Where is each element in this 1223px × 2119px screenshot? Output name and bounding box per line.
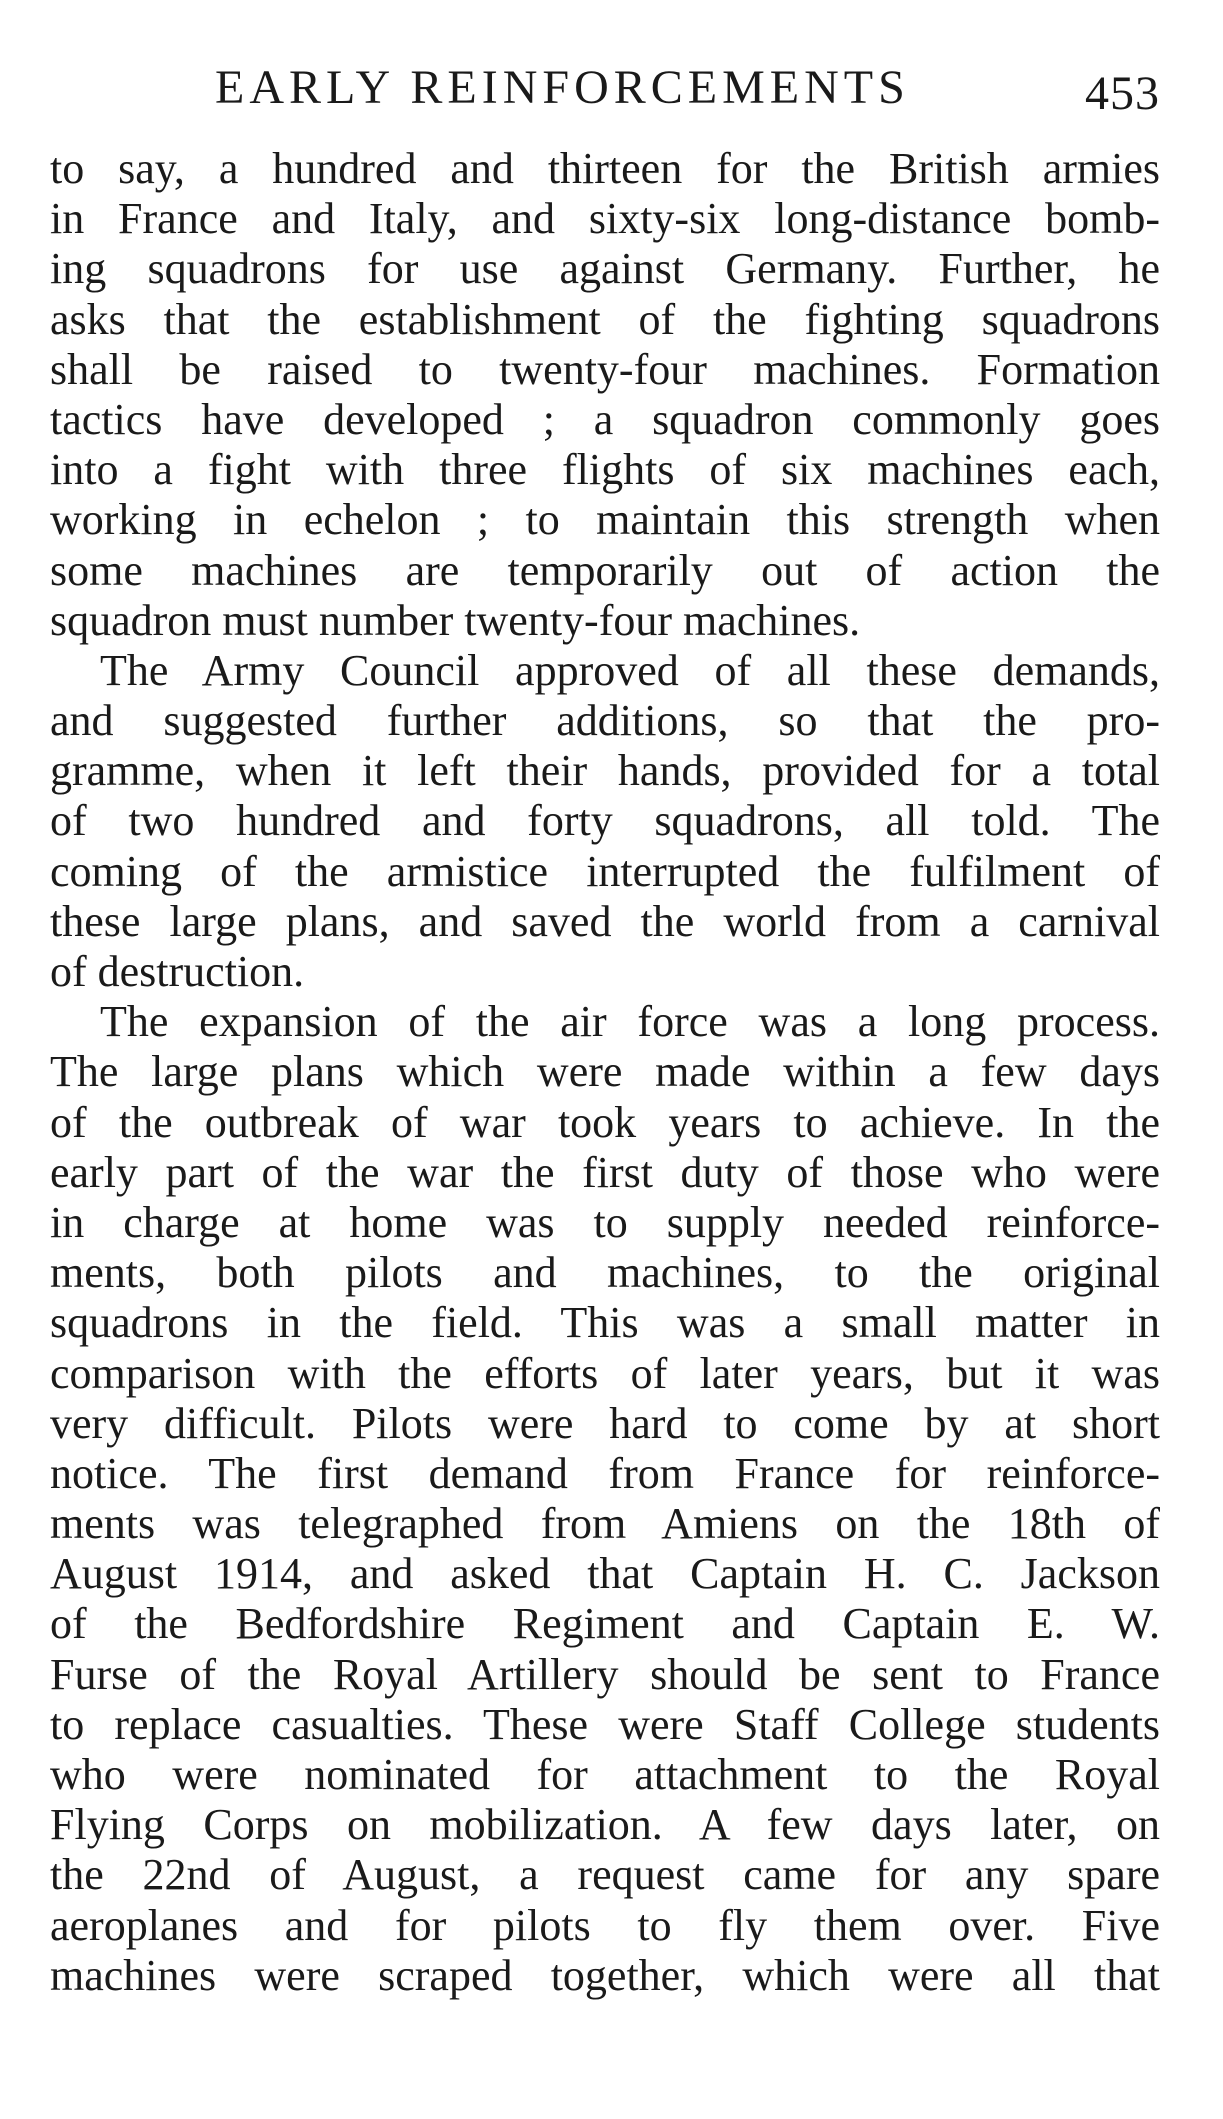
text-line: of the outbreak of war took years to achieve. In the	[50, 1097, 1160, 1147]
text-line: squadrons in the field. This was a small matter in	[50, 1298, 1160, 1348]
running-title: EARLY REINFORCEMENTS	[215, 61, 910, 114]
text-line: coming of the armistice interrupted the fulfilment of	[50, 846, 1160, 896]
text-line: Furse of the Royal Artillery should be sent to France	[50, 1649, 1160, 1699]
text-line: and suggested further additions, so that the pro-	[50, 696, 1160, 746]
text-line: in charge at home was to supply needed reinforce-	[50, 1197, 1160, 1247]
text-line: asks that the establishment of the fighting squadrons	[50, 294, 1160, 344]
text-line: ments, both pilots and machines, to the original	[50, 1248, 1160, 1298]
text-line: machines were scraped together, which were all that	[50, 1950, 1160, 2000]
text-line: August 1914, and asked that Captain H. C. Jackson	[50, 1549, 1160, 1599]
text-line: who were nominated for attachment to the Royal	[50, 1750, 1160, 1799]
text-line: The large plans which were made within a few days	[50, 1047, 1160, 1097]
text-line: gramme, when it left their hands, provided for a total	[50, 746, 1160, 796]
text-line: shall be raised to twenty-four machines. Formation	[50, 344, 1160, 394]
text-line: of the Bedfordshire Regiment and Captain E. W.	[50, 1599, 1160, 1649]
text-line: working in echelon ; to maintain this strength when	[50, 495, 1160, 545]
text-line: Flying Corps on mobilization. A few days later, on	[50, 1800, 1160, 1850]
text-line: very difficult. Pilots were hard to come by at short	[50, 1398, 1160, 1448]
running-head	[50, 58, 1160, 118]
text-line: tactics have developed ; a squadron commonly goes	[50, 394, 1160, 444]
text-line: The expansion of the air force was a long process.	[100, 997, 1160, 1047]
text-line: ments was telegraphed from Amiens on the 18th of	[50, 1499, 1160, 1549]
text-line: early part of the war the first duty of those who were	[50, 1147, 1160, 1197]
text-line: to say, a hundred and thirteen for the British armies	[50, 144, 1160, 193]
text-line: notice. The first demand from France for reinforce-	[50, 1448, 1160, 1498]
text-line: comparison with the efforts of later years, but it was	[50, 1348, 1160, 1398]
page-number: 453	[1085, 67, 1160, 120]
text-line: in France and Italy, and sixty-six long-distance bomb-	[50, 194, 1160, 244]
text-line: these large plans, and saved the world from a carnival	[50, 896, 1160, 946]
text-line: to replace casualties. These were Staff College students	[50, 1699, 1160, 1749]
text-line: of destruction.	[50, 947, 305, 996]
body-text	[50, 144, 1160, 2001]
text-line: of two hundred and forty squadrons, all told. The	[50, 796, 1160, 846]
text-line: the 22nd of August, a request came for any spare	[50, 1850, 1160, 1900]
text-line: squadron must number twenty-four machines.	[50, 595, 861, 645]
text-line: into a fight with three flights of six machines each,	[50, 445, 1160, 495]
text-line: The Army Council approved of all these demands,	[100, 645, 1160, 695]
text-line: aeroplanes and for pilots to fly them over. Five	[50, 1900, 1160, 1950]
text-line: ing squadrons for use against Germany. Further, he	[50, 244, 1160, 294]
text-line: some machines are temporarily out of action the	[50, 545, 1160, 595]
